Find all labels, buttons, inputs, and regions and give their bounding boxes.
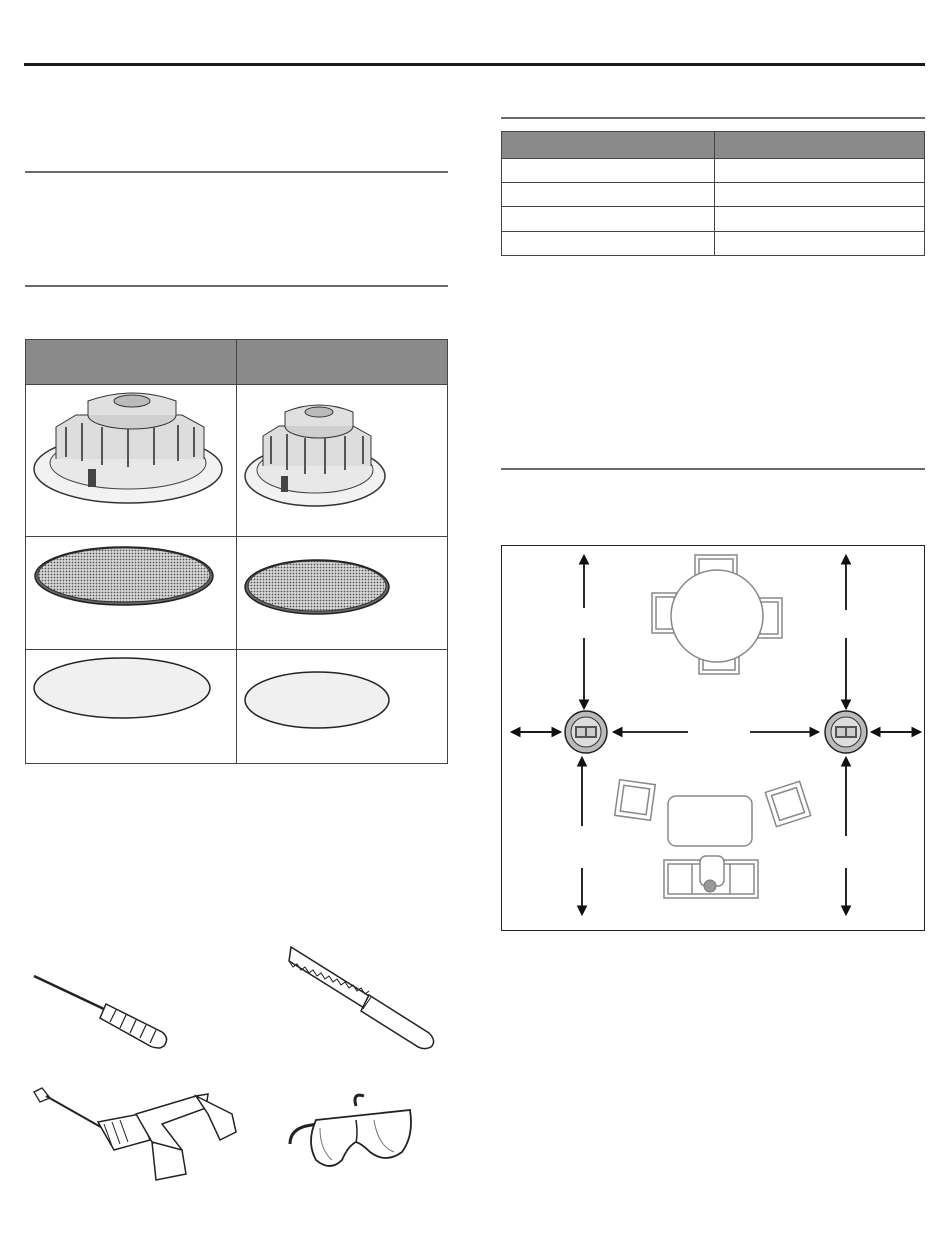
speaker-icon (825, 711, 867, 753)
screwdriver-image (30, 972, 170, 1050)
speaker-icon (565, 711, 607, 753)
header-rule (24, 63, 925, 66)
section-divider (501, 468, 925, 470)
section-divider (501, 117, 925, 119)
large-template-image (32, 656, 214, 720)
safety-glasses-image (286, 1090, 416, 1172)
small-template-image (242, 670, 392, 730)
spec-table (501, 131, 925, 256)
small-grille-image (244, 557, 392, 615)
room-placement-diagram (501, 545, 925, 931)
large-speaker-image (32, 387, 230, 507)
drywall-saw-image (285, 945, 440, 1051)
table-header (502, 132, 924, 159)
large-grille-image (32, 543, 216, 607)
section-divider (25, 171, 448, 173)
section-divider (25, 285, 448, 287)
small-speaker-image (243, 400, 398, 512)
product-components-table (25, 339, 448, 764)
drill-image (32, 1084, 242, 1184)
